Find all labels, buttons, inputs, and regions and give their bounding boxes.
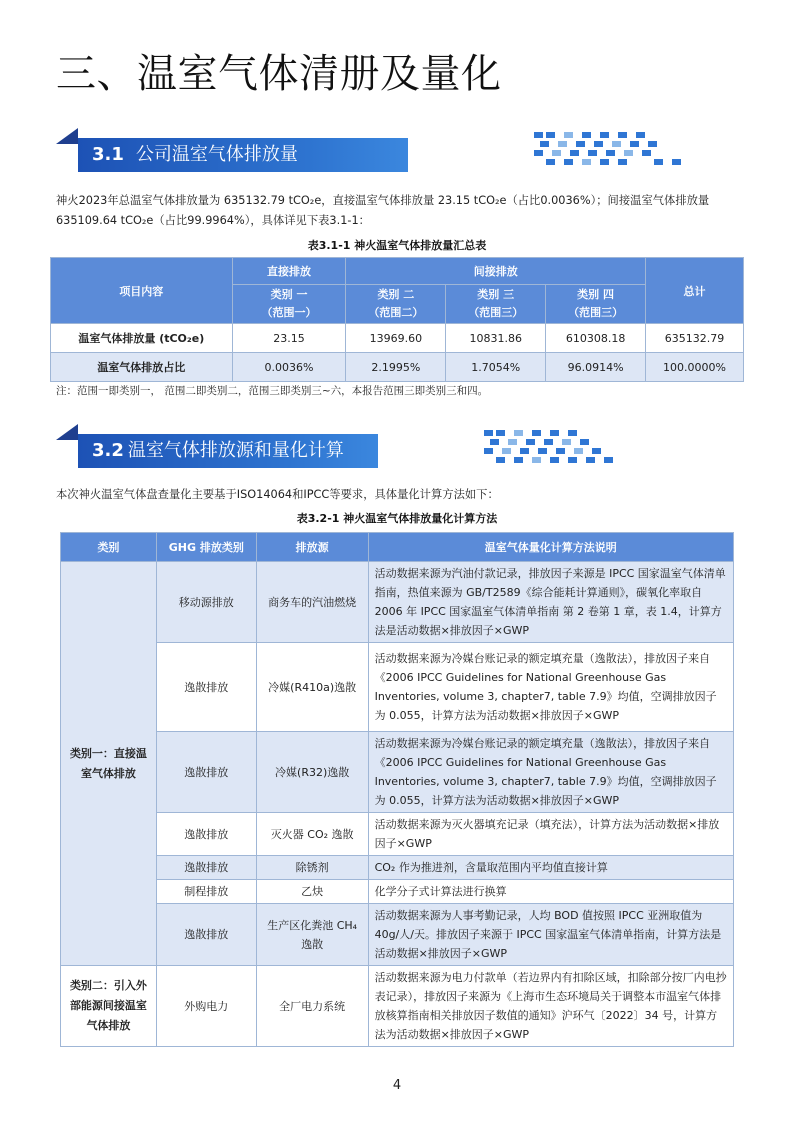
section-title: 温室气体排放源和量化计算 [127, 440, 344, 461]
source-cell: 乙炔 [256, 880, 368, 904]
table-cell: 610308.18 [546, 324, 646, 353]
intro-line-2: 635109.64 tCO₂e（占比99.9964%），具体详见下表3.1-1： [56, 214, 370, 227]
method-cell: 化学分子式计算法进行换算 [368, 880, 733, 904]
table-row [61, 880, 734, 904]
page-number: 4 [392, 1078, 402, 1093]
source-cell: 除锈剂 [256, 856, 368, 880]
header-category-2: 类别 二 （范围二） [346, 285, 446, 324]
table-cell: 2.1995% [346, 353, 446, 382]
method-cell: CO₂ 作为推进剂，含量取范围内平均值直接计算 [368, 856, 733, 880]
table-row [61, 904, 734, 966]
table2-caption: 表3.2-1 神火温室气体排放量化计算方法 [296, 512, 498, 525]
source-cell: 冷媒(R410a)逸散 [256, 643, 368, 732]
category-1-label: 类别一：直接温室气体排放 [61, 562, 157, 966]
table1-note: 注：范围一即类别一， 范围二即类别二，范围三即类别三~六，本报告范围三即类别三和四。 [56, 385, 489, 397]
ghg-type-cell: 逸散排放 [156, 643, 256, 732]
header-category: 类别 [61, 533, 157, 562]
table-cell: 0.0036% [232, 353, 346, 382]
method-cell: 活动数据来源为冷媒台账记录的额定填充量（逸散法），排放因子来自《2006 IPCC Guidelines for National Greenhouse Gas Inventories, volume 3, chapter7, table 7.9》均值，空调排放因子为 0.055，计算方法为活动数据×排放因子×GWP [368, 732, 733, 813]
table-cell: 1.7054% [446, 353, 546, 382]
table-cell: 635132.79 [646, 324, 744, 353]
banner-corner-decoration [56, 424, 78, 440]
section-heading-3-2 [78, 434, 378, 468]
method-cell: 活动数据来源为电力付款单（若边界内有扣除区域，扣除部分按厂内电抄表记录），排放因子来源为《上海市生态环境局关于调整本市温室气体排放核算指南相关排放因子数值的通知》沪环气〔2022〕34 号，计算方法为活动数据×排放因子×GWP [368, 966, 733, 1047]
header-indirect: 间接排放 [346, 258, 646, 285]
row-label: 温室气体排放占比 [51, 353, 233, 382]
table1-caption: 表3.1-1 神火温室气体排放量汇总表 [307, 239, 487, 252]
ghg-type-cell: 制程排放 [156, 880, 256, 904]
section-banner-3-2 [56, 424, 741, 468]
source-cell: 生产区化粪池 CH₄ 逸散 [256, 904, 368, 966]
section-title: 公司温室气体排放量 [135, 144, 298, 165]
ghg-type-cell: 移动源排放 [156, 562, 256, 643]
header-category-4: 类别 四 （范围三） [546, 285, 646, 324]
ghg-type-cell: 外购电力 [156, 966, 256, 1047]
section-heading-3-1 [78, 138, 408, 172]
source-cell: 冷媒(R32)逸散 [256, 732, 368, 813]
header-ghg-type: GHG 排放类别 [156, 533, 256, 562]
table-row [61, 966, 734, 1047]
ghg-type-cell: 逸散排放 [156, 856, 256, 880]
table-row [51, 324, 744, 353]
section-number: 3.1 [92, 144, 124, 165]
table-cell: 100.0000% [646, 353, 744, 382]
table-row [61, 562, 734, 643]
ghg-type-cell: 逸散排放 [156, 904, 256, 966]
source-cell: 全厂电力系统 [256, 966, 368, 1047]
intro-paragraph-2: 本次神火温室气体盘查量化主要基于ISO14064和IPCC等要求，具体量化计算方法如下： [56, 488, 499, 501]
page-title: 三、温室气体清册及量化 [56, 51, 502, 97]
header-source: 排放源 [256, 533, 368, 562]
intro-line-1: 神火2023年总温室气体排放量为 635132.79 tCO₂e，直接温室气体排放量 23.15 tCO₂e（占比0.0036%）；间接温室气体排放量 [56, 194, 710, 207]
table-row [61, 813, 734, 856]
header-category-3: 类别 三 （范围三） [446, 285, 546, 324]
source-cell: 灭火器 CO₂ 逸散 [256, 813, 368, 856]
table-row [61, 643, 734, 732]
method-cell: 活动数据来源为人事考勤记录，人均 BOD 值按照 IPCC 亚洲取值为 40g/人/天。排放因子来源于 IPCC 国家温室气体清单指南，计算方法是活动数据×排放因子×GWP [368, 904, 733, 966]
header-direct: 直接排放 [232, 258, 346, 285]
header-method: 温室气体量化计算方法说明 [368, 533, 733, 562]
table-cell: 10831.86 [446, 324, 546, 353]
section-banner-3-1 [56, 128, 741, 172]
table-row [51, 353, 744, 382]
table-cell: 96.0914% [546, 353, 646, 382]
header-total: 总计 [646, 258, 744, 324]
table-row [61, 732, 734, 813]
method-cell: 活动数据来源为汽油付款记录，排放因子来源是 IPCC 国家温室气体清单指南，热值来源为 GB/T2589《综合能耗计算通则》，碳氧化率取自 2006 年 IPCC 国家温室气体清单指南 第 2 卷第 1 章，表 1.4，计算方法是活动数据×排放因子×GWP [368, 562, 733, 643]
method-cell: 活动数据来源为灭火器填充记录（填充法），计算方法为活动数据×排放因子×GWP [368, 813, 733, 856]
ghg-type-cell: 逸散排放 [156, 813, 256, 856]
source-cell: 商务车的汽油燃烧 [256, 562, 368, 643]
banner-corner-decoration [56, 128, 78, 144]
method-cell: 活动数据来源为冷媒台账记录的额定填充量（逸散法），排放因子来自《2006 IPCC Guidelines for National Greenhouse Gas Inventories, volume 3, chapter7, table 7.9》均值，空调排放因子为 0.055，计算方法为活动数据×排放因子×GWP [368, 643, 733, 732]
emissions-summary-table [50, 257, 744, 382]
header-category-1: 类别 一 （范围一） [232, 285, 346, 324]
section-number: 3.2 [92, 440, 124, 461]
table-row [61, 856, 734, 880]
table-cell: 23.15 [232, 324, 346, 353]
ghg-type-cell: 逸散排放 [156, 732, 256, 813]
header-item: 项目内容 [51, 258, 233, 324]
quantification-method-table [60, 532, 734, 1047]
table-cell: 13969.60 [346, 324, 446, 353]
category-2-label: 类别二：引入外部能源间接温室气体排放 [61, 966, 157, 1047]
intro-paragraph-1 [56, 191, 709, 231]
row-label: 温室气体排放量 (tCO₂e) [51, 324, 233, 353]
